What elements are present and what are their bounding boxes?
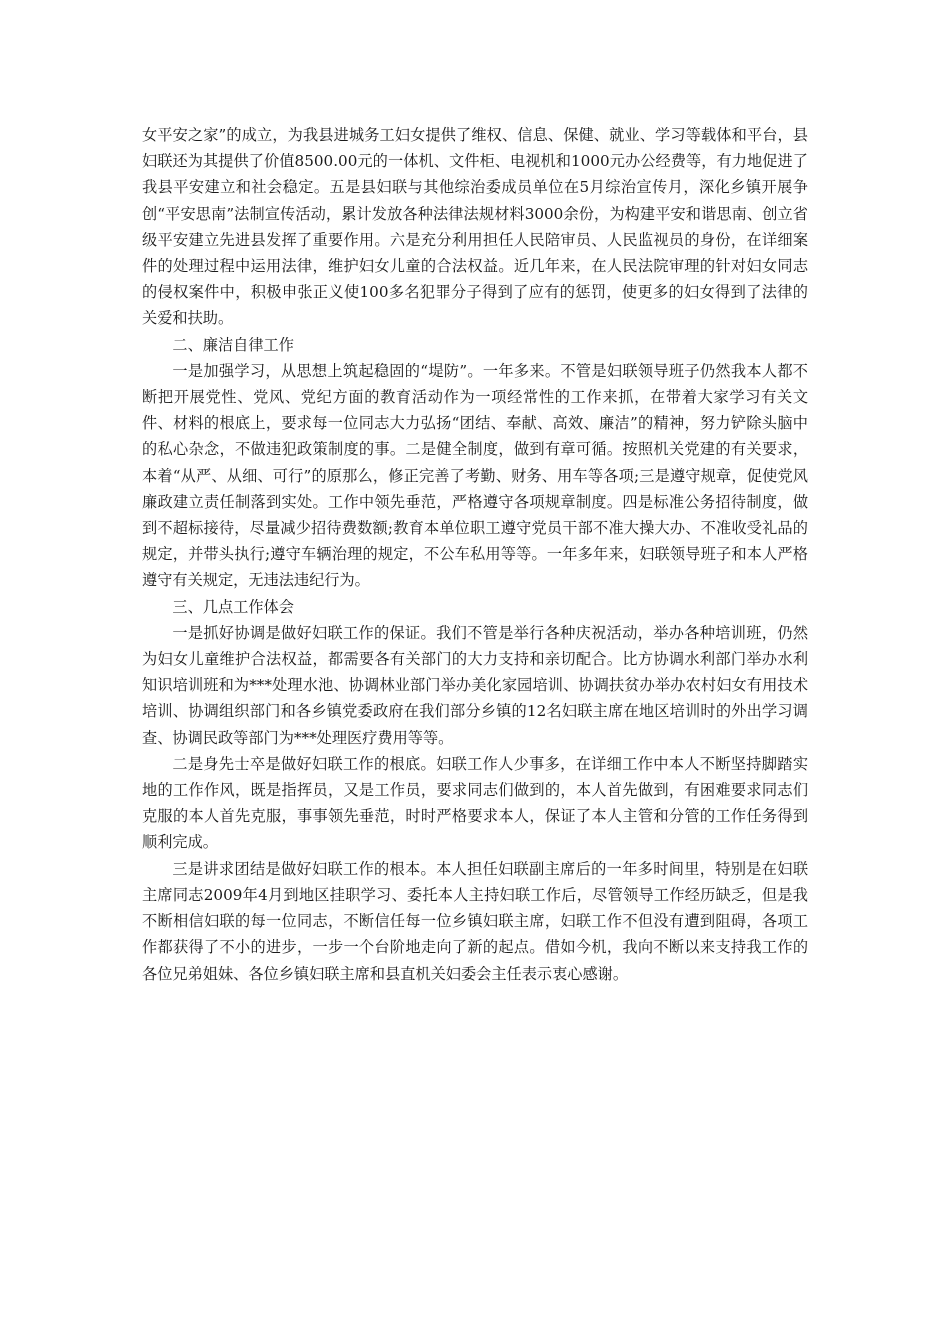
paragraph-unity: 三是讲求团结是做好妇联工作的根本。本人担任妇联副主席后的一年多时间里，特别是在妇联主席同志2009年4月到地区挂职学习、委托本人主持妇联工作后，尽管领导工作经历缺乏，但是我不断相信妇联的每一位同志，不断信任每一位乡镇妇联主席，妇联工作不但没有遭到阻碍，各项工作都获得了不小的进步，一步一个台阶地走向了新的起点。借如今机，我向不断以来支持我工作的各位兄弟姐妹、各位乡镇妇联主席和县直机关妇委会主任表示衷心感谢。 [142, 859, 808, 983]
paragraph-integrity-work: 一是加强学习，从思想上筑起稳固的“堤防”。一年多来。不管是妇联领导班子仍然我本人都不断把开展党性、党风、党纪方面的教育活动作为一项经常性的工作来抓，在带着大家学习有关文件、材料的根底上，要求每一位同志大力弘扬“团结、奉献、高效、廉洁”的精神，努力铲除头脑中的私心杂念，不做违犯政策制度的事。二是健全制度，做到有章可循。按照机关党建的有关要求，本着“从严、从细、可行”的原那么，修正完善了考勤、财务、用车等各项;三是遵守规章，促使党风廉政建立责任制落到实处。工作中领先垂范，严格遵守各项规章制度。四是标准公务招待制度，做到不超标接待，尽量减少招待费数额;教育本单位职工遵守党员干部不准大操大办、不准收受礼品的规定，并带头执行;遵守车辆治理的规定，不公车私用等等。一年多年来，妇联领导班子和本人严格遵守有关规定，无违法违纪行为。 [142, 361, 808, 590]
paragraph-continuation: 女平安之家”的成立，为我县进城务工妇女提供了维权、信息、保健、就业、学习等载体和平台，县妇联还为其提供了价值8500.00元的一体机、文件柜、电视机和1000元办公经费等，有力地促进了我县平安建立和社会稳定。五是县妇联与其他综治委成员单位在5月综治宣传月，深化乡镇开展争创“平安思南”法制宣传活动，累计发放各种法律法规材料3000余份，为构建平安和谐思南、创立省级平安建立先进县发挥了重要作用。六是充分利用担任人民陪审员、人民监视员的身份，在详细案件的处理过程中运用法律，维护妇女儿童的合法权益。近几年来，在人民法院审理的针对妇女同志的侵权案件中，积极申张正义使100多名犯罪分子得到了应有的惩罚，使更多的妇女得到了法律的关爱和扶助。 [142, 126, 808, 328]
section-heading-3: 三、几点工作体会 [172, 597, 294, 616]
paragraph-lead-by-example: 二是身先士卒是做好妇联工作的根底。妇联工作人少事多，在详细工作中本人不断坚持脚踏实地的工作作风，既是指挥员，又是工作员，要求同志们做到的，本人首先做到，有困难要求同志们克服的本人首先克服，事事领先垂范，时时严格要求本人，保证了本人主管和分管的工作任务得到顺利完成。 [142, 754, 808, 852]
section-heading-2: 二、廉洁自律工作 [172, 335, 294, 354]
paragraph-coordination: 一是抓好协调是做好妇联工作的保证。我们不管是举行各种庆祝活动，举办各种培训班，仍然为妇女儿童维护合法权益，都需要各有关部门的大力支持和亲切配合。比方协调水利部门举办水利知识培训班和为***处理水池、协调林业部门举办美化家园培训、协调扶贫办举办农村妇女有用技术培训、协调组织部门和各乡镇党委政府在我们部分乡镇的12名妇联主席在地区培训时的外出学习调查、协调民政等部门为***处理医疗费用等等。 [142, 623, 808, 747]
document-page [142, 122, 808, 987]
